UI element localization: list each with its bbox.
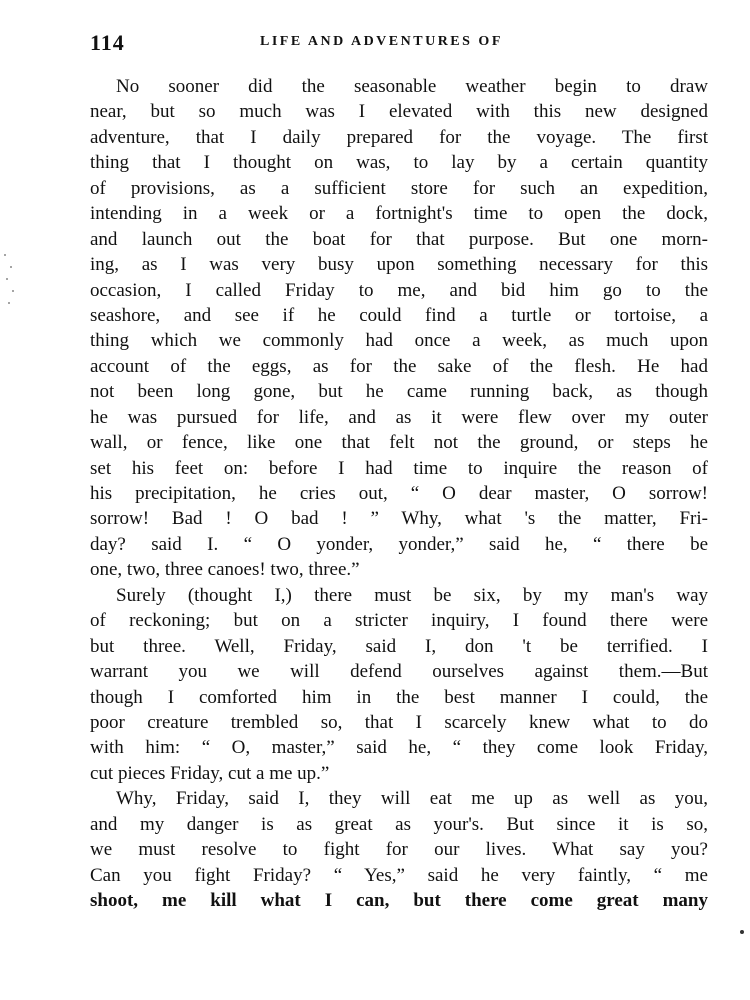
page-header [90, 30, 710, 60]
text-line: sorrow! Bad ! O bad ! ” Why, what 's the matter, Fri- [90, 508, 708, 530]
text-line: occasion, I called Friday to me, and bid him go to the [90, 279, 708, 301]
body-text [90, 74, 708, 913]
ink-speck [740, 930, 744, 934]
text-line: of provisions, as a sufficient store for such an expedition, [90, 177, 708, 199]
text-line: No sooner did the seasonable weather begin to draw [116, 76, 708, 97]
text-line: with him: “ O, master,” said he, “ they come look Friday, [90, 737, 708, 759]
text-line: Why, Friday, said I, they will eat me up as well as you, [116, 788, 708, 810]
text-line: near, but so much was I elevated with this new designed [90, 101, 708, 123]
text-line: thing that I thought on was, to lay by a certain quantity [90, 152, 708, 174]
edge-specks [2, 250, 16, 310]
text-line: shoot, me kill what I can, but there come great many [90, 890, 708, 911]
text-line: he was pursued for life, and as it were flew over my outer [90, 406, 708, 428]
text-line: intending in a week or a fortnight's time to open the dock, [90, 203, 708, 225]
text-line: seashore, and see if he could find a turtle or tortoise, a [90, 304, 708, 326]
text-line: his precipitation, he cries out, “ O dear master, O sorrow! [90, 483, 708, 504]
text-line: not been long gone, but he came running back, as though [90, 381, 708, 403]
text-line: account of the eggs, as for the sake of the flesh. He had [90, 355, 708, 377]
text-line: one, two, three canoes! two, three.” [90, 559, 360, 581]
text-line: Can you fight Friday? “ Yes,” said he very faintly, “ me [90, 864, 708, 886]
page-number: 114 [90, 30, 125, 55]
text-line: Surely (thought I,) there must be six, by my man's way [116, 584, 708, 606]
text-line: and launch out the boat for that purpose. But one morn- [90, 228, 708, 250]
text-line: we must resolve to fight for our lives. What say you? [90, 839, 708, 861]
text-line: though I comforted him in the best manner I could, the [90, 686, 708, 708]
text-line: thing which we commonly had once a week, as much upon [90, 330, 708, 352]
text-line: adventure, that I daily prepared for the voyage. The first [90, 126, 708, 148]
text-line: set his feet on: before I had time to inquire the reason of [90, 457, 708, 479]
text-line: of reckoning; but on a stricter inquiry, I found there were [90, 610, 708, 632]
text-line: poor creature trembled so, that I scarcely knew what to do [90, 711, 708, 733]
text-line: and my danger is as great as your's. But since it is so, [90, 813, 708, 835]
running-head: LIFE AND ADVENTURES OF [260, 34, 503, 49]
text-line: but three. Well, Friday, said I, don 't be terrified. I [90, 635, 708, 657]
text-line: warrant you we will defend ourselves against them.—But [90, 661, 708, 683]
text-line: ing, as I was very busy upon something necessary for this [90, 254, 708, 276]
text-line: wall, or fence, like one that felt not the ground, or steps he [90, 432, 708, 454]
text-line: day? said I. “ O yonder, yonder,” said he, “ there be [90, 533, 708, 555]
text-line: cut pieces Friday, cut a me up.” [90, 762, 330, 784]
